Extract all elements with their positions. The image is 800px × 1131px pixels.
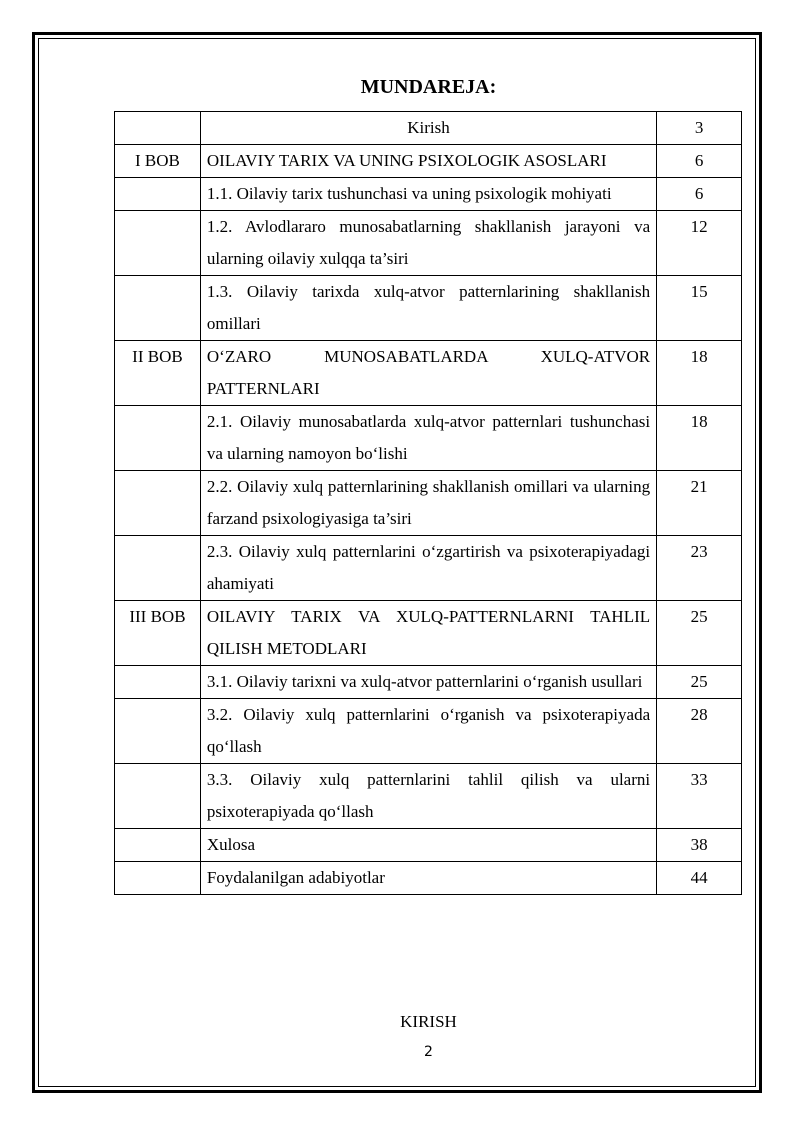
section-heading-kirish: KIRISH — [400, 1012, 457, 1031]
toc-page-number: 18 — [657, 406, 742, 471]
toc-table — [114, 111, 742, 895]
toc-entry-text: 1.3. Oilaviy tarixda xulq-atvor patternlarining shakllanish omillari — [200, 276, 656, 341]
toc-chapter — [115, 699, 201, 764]
page-number: 2 — [424, 1044, 433, 1060]
toc-row — [115, 699, 742, 764]
toc-row — [115, 829, 742, 862]
toc-page-number: 21 — [657, 471, 742, 536]
toc-row — [115, 601, 742, 666]
toc-page-number: 25 — [657, 601, 742, 666]
toc-chapter — [115, 471, 201, 536]
toc-chapter — [115, 276, 201, 341]
toc-page-number: 25 — [657, 666, 742, 699]
toc-page-number: 12 — [657, 211, 742, 276]
toc-row — [115, 406, 742, 471]
toc-entry-text: Kirish — [200, 112, 656, 145]
toc-entry-text: OILAVIY TARIX VA UNING PSIXOLOGIK ASOSLARI — [200, 145, 656, 178]
toc-entry-text: 2.2. Oilaviy xulq patternlarining shakllanish omillari va ularning farzand psixologiyasiga ta’siri — [200, 471, 656, 536]
toc-chapter: III BOB — [115, 601, 201, 666]
toc-entry-text: 1.2. Avlodlararo munosabatlarning shakllanish jarayoni va ularning oilaviy xulqqa ta’siri — [200, 211, 656, 276]
toc-row — [115, 211, 742, 276]
toc-row — [115, 666, 742, 699]
toc-chapter — [115, 211, 201, 276]
toc-page-number: 3 — [657, 112, 742, 145]
toc-chapter: II BOB — [115, 341, 201, 406]
toc-entry-text: 3.3. Oilaviy xulq patternlarini tahlil qilish va ularni psixoterapiyada qo‘llash — [200, 764, 656, 829]
toc-entry-text: 3.2. Oilaviy xulq patternlarini o‘rganish va psixoterapiyada qo‘llash — [200, 699, 656, 764]
toc-entry-text: O‘ZARO MUNOSABATLARDA XULQ-ATVOR PATTERNLARI — [200, 341, 656, 406]
toc-chapter — [115, 112, 201, 145]
toc-entry-text: 3.1. Oilaviy tarixni va xulq-atvor patternlarini o‘rganish usullari — [200, 666, 656, 699]
toc-page-number: 33 — [657, 764, 742, 829]
toc-entry-text: 1.1. Oilaviy tarix tushunchasi va uning psixologik mohiyati — [200, 178, 656, 211]
toc-title: MUNDAREJA: — [360, 76, 497, 98]
toc-chapter — [115, 666, 201, 699]
toc-entry-text: OILAVIY TARIX VA XULQ-PATTERNLARNI TAHLIL QILISH METODLARI — [200, 601, 656, 666]
toc-row — [115, 145, 742, 178]
toc-page-number: 15 — [657, 276, 742, 341]
toc-page-number: 18 — [657, 341, 742, 406]
toc-row — [115, 471, 742, 536]
toc-page-number: 44 — [657, 862, 742, 895]
toc-row — [115, 862, 742, 895]
toc-row — [115, 112, 742, 145]
toc-row — [115, 341, 742, 406]
toc-chapter — [115, 178, 201, 211]
toc-entry-text: 2.3. Oilaviy xulq patternlarini o‘zgartirish va psixoterapiyadagi ahamiyati — [200, 536, 656, 601]
toc-row — [115, 536, 742, 601]
toc-row — [115, 764, 742, 829]
toc-page-number: 23 — [657, 536, 742, 601]
toc-row — [115, 178, 742, 211]
toc-page-number: 6 — [657, 145, 742, 178]
toc-entry-text: Foydalanilgan adabiyotlar — [200, 862, 656, 895]
toc-entry-text: 2.1. Oilaviy munosabatlarda xulq-atvor patternlari tushunchasi va ularning namoyon bo‘lishi — [200, 406, 656, 471]
toc-chapter — [115, 764, 201, 829]
toc-page-number: 38 — [657, 829, 742, 862]
toc-chapter — [115, 406, 201, 471]
toc-page-number: 6 — [657, 178, 742, 211]
toc-entry-text: Xulosa — [200, 829, 656, 862]
toc-row — [115, 276, 742, 341]
toc-chapter: I BOB — [115, 145, 201, 178]
toc-chapter — [115, 829, 201, 862]
toc-page-number: 28 — [657, 699, 742, 764]
toc-chapter — [115, 536, 201, 601]
toc-chapter — [115, 862, 201, 895]
